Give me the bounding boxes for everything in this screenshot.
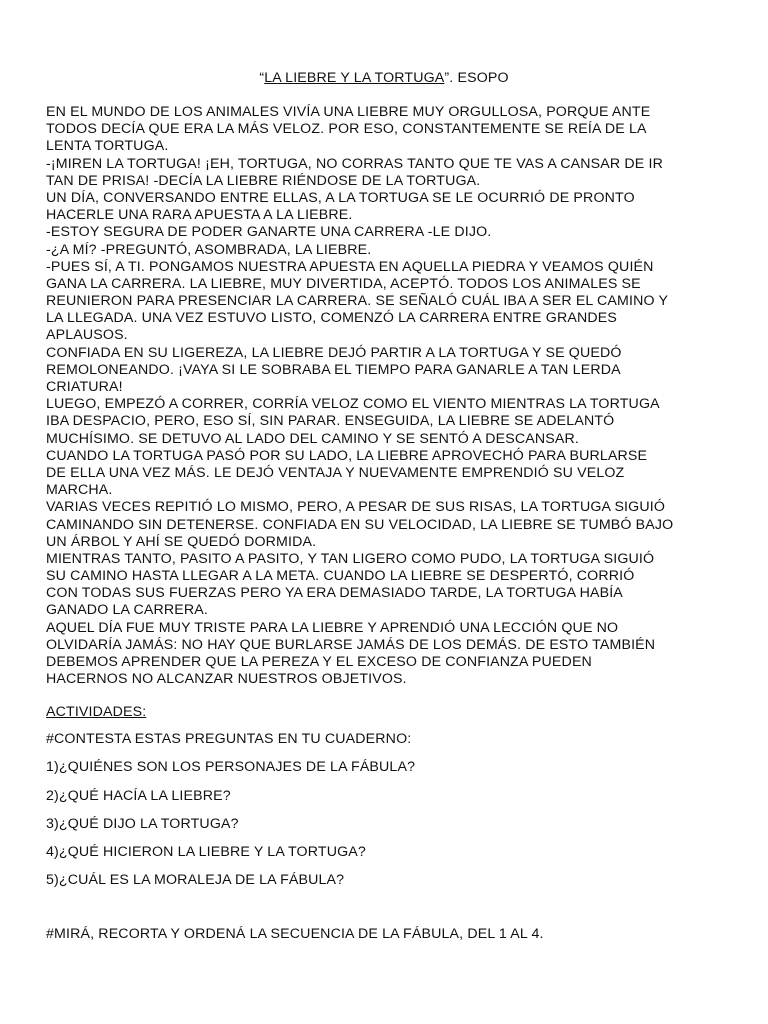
title-open-quote: “	[259, 70, 265, 86]
story-line: CONFIADA EN SU LIGEREZA, LA LIEBRE DEJÓ PARTIR A LA TORTUGA Y SE QUEDÓ	[46, 344, 622, 361]
story-line: EN EL MUNDO DE LOS ANIMALES VIVÍA UNA LIEBRE MUY ORGULLOSA, PORQUE ANTE	[46, 104, 651, 120]
story-line: REMOLONEANDO. ¡VAYA SI LE SOBRABA EL TIEMPO PARA GANARLE A TAN LERDA	[46, 361, 621, 378]
question-1: 1)¿QUIÉNES SON LOS PERSONAJES DE LA FÁBULA?	[46, 759, 416, 775]
activities-instruction: #CONTESTA ESTAS PREGUNTAS EN TU CUADERNO:	[46, 731, 412, 747]
story-line: CUANDO LA TORTUGA PASÓ POR SU LADO, LA LIEBRE APROVECHÓ PARA BURLARSE	[46, 447, 648, 464]
story-line: -¡MIREN LA TORTUGA! ¡EH, TORTUGA, NO CORRAS TANTO QUE TE VAS A CANSAR DE IR	[46, 155, 663, 172]
story-line: LUEGO, EMPEZÓ A CORRER, CORRÍA VELOZ COMO EL VIENTO MIENTRAS LA TORTUGA	[46, 396, 660, 413]
question-3: 3)¿QUÉ DIJO LA TORTUGA?	[46, 816, 239, 832]
story-line: LA LLEGADA. UNA VEZ ESTUVO LISTO, COMENZÓ LA CARRERA ENTRE GRANDES	[46, 310, 617, 327]
story-line: TAN DE PRISA! -DECÍA LA LIEBRE RIÉNDOSE DE LA TORTUGA.	[46, 172, 481, 189]
story-line: APLAUSOS.	[46, 327, 128, 344]
story-text	[46, 104, 736, 688]
story-line: CRIATURA!	[46, 379, 123, 395]
story-line: DEBEMOS APRENDER QUE LA PEREZA Y EL EXCESO DE CONFIANZA PUEDEN	[46, 654, 592, 670]
story-line: MUCHÍSIMO. SE DETUVO AL LADO DEL CAMINO Y SE SENTÓ A DESCANSAR.	[46, 430, 579, 447]
document-title	[0, 70, 768, 87]
story-line: UN ÁRBOL Y AHÍ SE QUEDÓ DORMIDA.	[46, 533, 317, 550]
story-line: -ESTOY SEGURA DE PODER GANARTE UNA CARRERA -LE DIJO.	[46, 224, 492, 241]
story-line: HACERNOS NO ALCANZAR NUESTROS OBJETIVOS.	[46, 671, 407, 688]
story-line: MARCHA.	[46, 482, 113, 499]
story-line: GANA LA CARRERA. LA LIEBRE, MUY DIVERTIDA, ACEPTÓ. TODOS LOS ANIMALES SE	[46, 275, 641, 292]
story-line: GANADO LA CARRERA.	[46, 602, 208, 619]
story-line: AQUEL DÍA FUE MUY TRISTE PARA LA LIEBRE Y APRENDIÓ UNA LECCIÓN QUE NO	[46, 619, 619, 636]
question-4: 4)¿QUÉ HICIERON LA LIEBRE Y LA TORTUGA?	[46, 844, 366, 860]
story-line: LENTA TORTUGA.	[46, 138, 169, 155]
story-line: UN DÍA, CONVERSANDO ENTRE ELLAS, A LA TORTUGA SE LE OCURRIÓ DE PRONTO	[46, 189, 635, 206]
story-line: TODOS DECÍA QUE ERA LA MÁS VELOZ. POR ESO, CONSTANTEMENTE SE REÍA DE LA	[46, 121, 647, 138]
story-line: -¿A MÍ? -PREGUNTÓ, ASOMBRADA, LA LIEBRE.	[46, 241, 372, 258]
story-line: OLVIDARÍA JAMÁS: NO HAY QUE BURLARSE JAMÁS DE LOS DEMÁS. DE ESTO TAMBIÉN	[46, 636, 656, 653]
story-line: HACERLE UNA RARA APUESTA A LA LIEBRE.	[46, 207, 353, 224]
sequence-instruction: #MIRÁ, RECORTA Y ORDENÁ LA SECUENCIA DE LA FÁBULA, DEL 1 AL 4.	[46, 926, 544, 942]
story-line: CON TODAS SUS FUERZAS PERO YA ERA DEMASIADO TARDE, LA TORTUGA HABÍA	[46, 585, 623, 602]
title-author: . ESOPO	[449, 70, 509, 86]
story-line: IBA DESPACIO, PERO, ESO SÍ, SIN PARAR. ENSEGUIDA, LA LIEBRE SE ADELANTÓ	[46, 413, 615, 430]
story-line: CAMINANDO SIN DETENERSE. CONFIADA EN SU VELOCIDAD, LA LIEBRE SE TUMBÓ BAJO	[46, 516, 674, 533]
title-name: LA LIEBRE Y LA TORTUGA	[264, 70, 445, 86]
question-5: 5)¿CUÁL ES LA MORALEJA DE LA FÁBULA?	[46, 872, 345, 888]
story-line: MIENTRAS TANTO, PASITO A PASITO, Y TAN LIGERO COMO PUDO, LA TORTUGA SIGUIÓ	[46, 550, 655, 567]
question-2: 2)¿QUÉ HACÍA LA LIEBRE?	[46, 788, 231, 804]
story-line: VARIAS VECES REPITIÓ LO MISMO, PERO, A PESAR DE SUS RISAS, LA TORTUGA SIGUIÓ	[46, 499, 666, 516]
story-line: REUNIERON PARA PRESENCIAR LA CARRERA. SE SEÑALÓ CUÁL IBA A SER EL CAMINO Y	[46, 293, 669, 310]
title-close-quote: ”	[444, 70, 450, 86]
activities-heading: ACTIVIDADES:	[46, 704, 147, 720]
story-line: DE ELLA UNA VEZ MÁS. LE DEJÓ VENTAJA Y NUEVAMENTE EMPRENDIÓ SU VELOZ	[46, 464, 625, 481]
story-line: -PUES SÍ, A TI. PONGAMOS NUESTRA APUESTA EN AQUELLA PIEDRA Y VEAMOS QUIÉN	[46, 258, 654, 275]
story-line: SU CAMINO HASTA LLEGAR A LA META. CUANDO LA LIEBRE SE DESPERTÓ, CORRIÓ	[46, 568, 635, 585]
